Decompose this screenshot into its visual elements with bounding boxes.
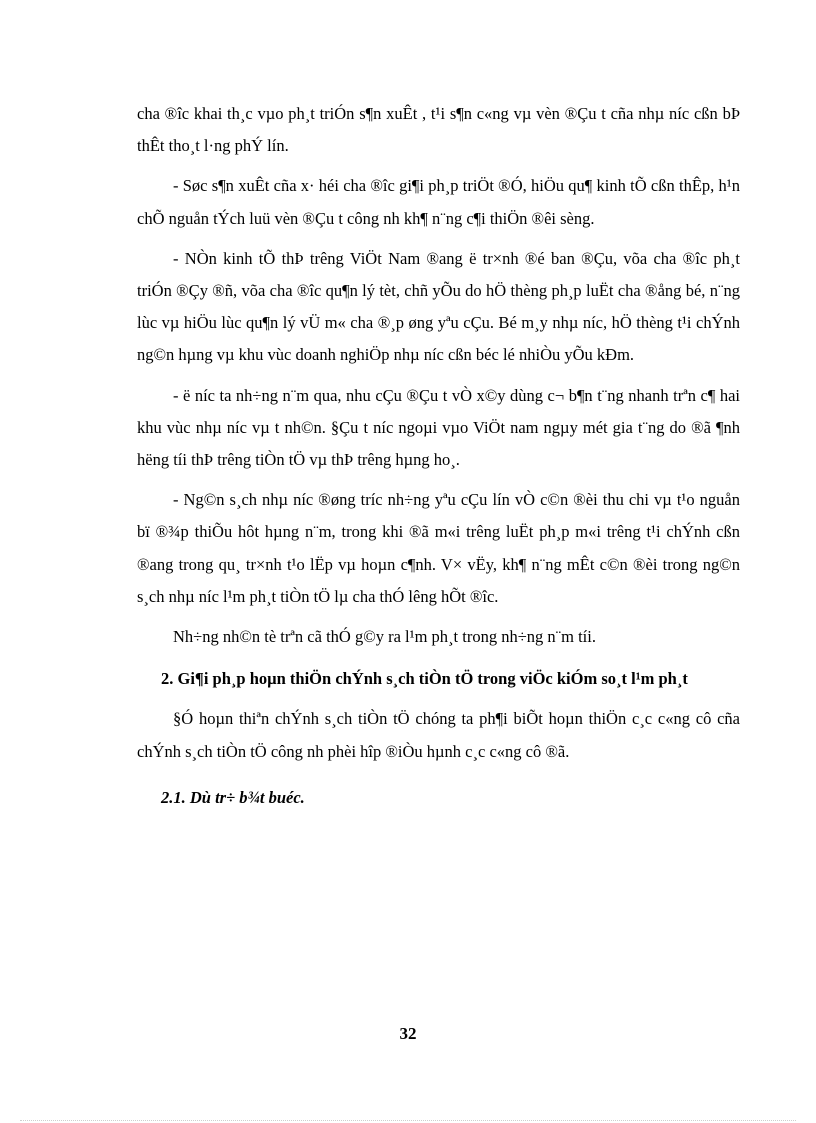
paragraph-5: - Ng©n s¸ch nhµ níc ®øng tríc nh÷ng yªu cÇu lín vÒ c©n ®èi thu chi vµ t¹o nguån bï ®¾p thiÕu hôt hµng n¨m, trong khi ®ã m«i trêng luËt ph¸p m«i trêng t¹i chÝnh cßn ®ang trong qu¸ tr×nh t¹o lËp vµ hoµn c¶nh. V× vËy, kh¶ n¨ng mÊt c©n ®èi trong ng©n s¸ch nhµ níc l¹m ph¸t tiÒn tÖ lµ cha thÓ lêng hÕt ®îc. <box>137 490 740 606</box>
footer-divider <box>20 1120 796 1121</box>
paragraph-4: - ë níc ta nh÷ng n¨m qua, nhu cÇu ®Çu t vÒ x©y dùng c¬ b¶n t¨ng nhanh trªn c¶ hai khu vùc nhµ níc vµ t nh©n. §Çu t níc ngoµi vµo ViÖt nam ngµy mét gia t¨ng do ®ã ¶nh hëng tíi thÞ trêng tiÒn tÖ vµ thÞ trêng hµng ho¸. <box>137 385 740 470</box>
paragraph-3: - NÒn kinh tÕ thÞ trêng ViÖt Nam ®ang ë tr×nh ®é ban ®Çu, võa cha ®îc ph¸t triÓn ®Çy ®ñ, võa cha ®îc qu¶n lý tèt, chñ yÕu do hÖ thèng ph¸p luËt cha ®ång bé, n¨ng lùc vµ hiÖu lùc qu¶n lý vÜ m« cha ®¸p øng yªu cÇu. Bé m¸y nhµ níc, hÖ thèng t¹i chÝnh ng©n hµng vµ khu vùc doanh nghiÖp nhµ níc cßn béc lé nhiÒu yÕu kÐm. <box>137 248 740 365</box>
page-number: 32 <box>399 1024 417 1043</box>
subsection-heading: 2.1. Dù tr÷ b¾t buéc. <box>161 787 305 807</box>
paragraph-6: Nh÷ng nh©n tè trªn cã thÓ g©y ra l¹m ph¸t trong nh÷ng n¨m tíi. <box>173 627 596 647</box>
paragraph-2: - Søc s¶n xuÊt cña x· héi cha ®îc gi¶i ph¸p triÖt ®Ó, hiÖu qu¶ kinh tÕ cßn thÊp, h¹n chÕ nguån tÝch luü vèn ®Çu t công nh kh¶ n¨ng c¶i thiÖn ®êi sèng. <box>137 176 740 228</box>
paragraph-7: §Ó hoµn thiªn chÝnh s¸ch tiÒn tÖ chóng ta ph¶i biÕt hoµn thiÖn c¸c c«ng cô cña chÝnh s¸ch tiÒn tÖ công nh phèi hîp ®iÒu hµnh c¸c c«ng cô ®ã. <box>137 709 740 761</box>
section-heading: 2. Gi¶i ph¸p hoµn thiÖn chÝnh s¸ch tiÒn tÖ trong viÖc kiÓm so¸t l¹m ph¸t <box>161 669 688 689</box>
page-content <box>137 98 740 814</box>
paragraph-1: cha ®îc khai th¸c vµo ph¸t triÓn s¶n xuÊt , t¹i s¶n c«ng vµ vèn ®Çu t cña nhµ níc cßn bÞ thÊt tho¸t l·ng phÝ lín. <box>137 104 740 156</box>
